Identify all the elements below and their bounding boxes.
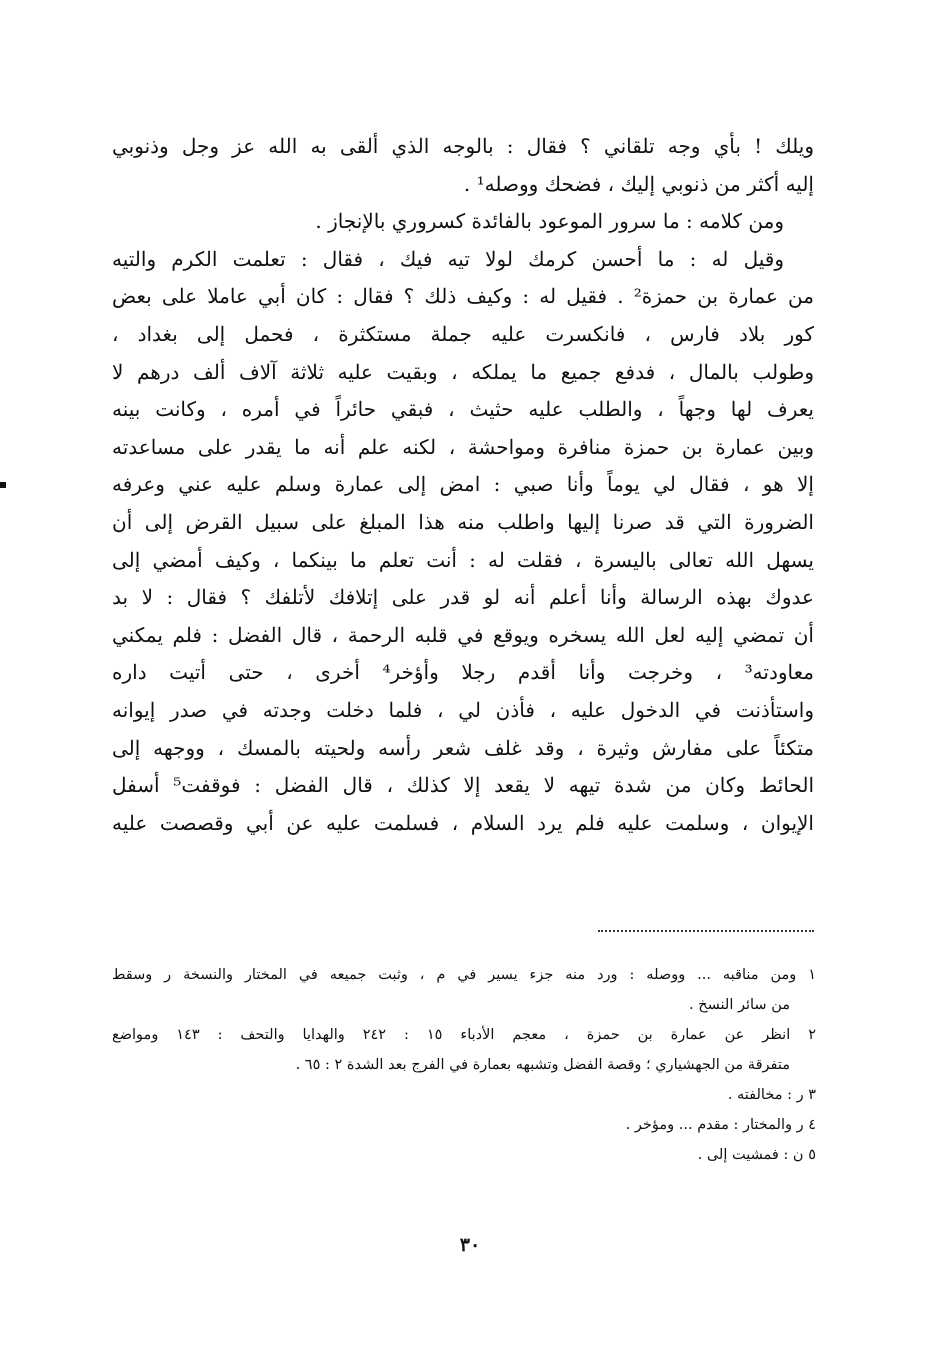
text-line: يسهل الله تعالى باليسرة ، فقلت له : أنت تعلم ما بينكما ، وكيف أمضي إلى [112, 547, 814, 572]
text-line: الحائط وكان من شدة تيهه لا يقعد إلا كذلك ، قال الفضل : فوقفت⁵ أسفل [112, 773, 814, 798]
footnote-2: ٢ انظر عن عمارة بن حمزة ، معجم الأدباء ١٥ : ٢٤٢ والهدايا والتحف : ١٤٣ ومواضع [112, 1027, 816, 1043]
footnote-1-continued: من سائر النسخ . [689, 997, 790, 1013]
text-line: كور بلاد فارس ، فانكسرت عليه جملة مستكثرة ، فحمل إلى بغداد ، [112, 321, 814, 346]
text-line: وبين عمارة بن حمزة منافرة ومواحشة ، لكنه علم أنه ما يقدر على مساعدته [112, 434, 814, 459]
text-line: الإيوان ، وسلمت عليه فلم يرد السلام ، فسلمت عليه عن أبي وقصصت عليه [112, 810, 814, 835]
text-line: وقيل له : ما أحسن كرمك لولا تيه فيك ، فقال : تعلمت الكرم والتيه [112, 246, 784, 271]
text-line: متكئاً على مفارش وثيرة ، وقد غلف شعر رأسه ولحيته بالمسك ، ووجهه إلى [112, 735, 814, 760]
footnote-1: ١ ومن مناقبه ... ووصله : ورد منه جزء يسير في م ، وثبت جميعه في المختار والنسخة ر وسقط [112, 967, 816, 983]
text-line: أن تمضي إليه لعل الله يسخره ويوقع في قلبه الرحمة ، قال الفضل : فلم يمكني [112, 622, 814, 647]
text-line: إلا هو ، فقال لي يوماً وأنا صبي : امض إلى عمارة وسلم عليه عني وعرفه [112, 472, 814, 497]
text-line: ومن كلامه : ما سرور الموعود بالفائدة كسروري بالإنجاز . [315, 209, 784, 234]
main-text-block [112, 128, 814, 842]
text-line: واستأذنت في الدخول عليه ، فأذن لي ، فلما دخلت وجدته في صدر إيوانه [112, 697, 814, 722]
footnote-5: ٥ ن : فمشيت إلى . [697, 1147, 816, 1163]
text-line: عدوك بهذه الرسالة وأنا أعلم أنه لو قدر على إتلافك لأتلفك ؟ فقال : لا بد [112, 585, 814, 610]
text-line: وطولب بالمال ، فدفع جميع ما يملكه ، وبقيت عليه ثلاثة آلاف ألف درهم لا [112, 359, 814, 384]
text-line: الضرورة التي قد صرنا إليها واطلب منه هذا المبلغ على سبيل القرض إلى أن [112, 509, 814, 534]
footnote-2-continued: متفرقة من الجهشياري ؛ وقصة الفضل وتشبهه بعمارة في الفرج بعد الشدة ٢ : ٦٥ . [295, 1057, 790, 1073]
text-line: إليه أكثر من ذنوبي إليك ، فضحك ووصله¹ . [463, 171, 814, 196]
text-line: معاودته³ ، وخرجت وأنا أقدم رجلا وأؤخر⁴ أخرى ، حتى أتيت داره [112, 660, 814, 685]
page-number: ٣٠ [459, 1234, 481, 1256]
text-line: يعرف لها وجهاً ، والطلب عليه حثيث ، فبقي حائراً في أمره ، وكانت بينه [112, 397, 814, 422]
footnote-3: ٣ ر : مخالفته . [727, 1087, 816, 1103]
footnote-4: ٤ ر والمختار : مقدم ... ومؤخر . [625, 1117, 816, 1133]
margin-mark [0, 482, 6, 488]
footnote-separator [598, 930, 814, 932]
footnotes-block [112, 960, 816, 1170]
text-line: ويلك ! بأي وجه تلقاني ؟ فقال : بالوجه الذي ألقى به الله عز وجل وذنوبي [112, 134, 814, 158]
text-line: من عمارة بن حمزة² . فقيل له : وكيف ذلك ؟ فقال : كان أبي عاملا على بعض [112, 284, 814, 309]
